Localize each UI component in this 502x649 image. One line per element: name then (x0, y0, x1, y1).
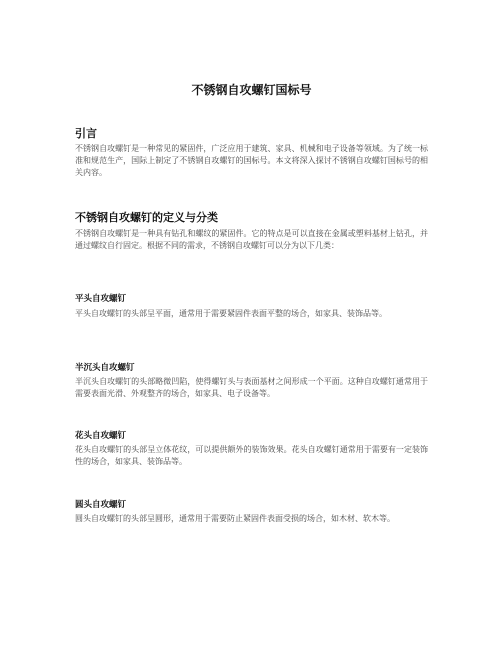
subsection-heading-round-head: 圆头自攻螺钉 (75, 500, 127, 510)
subsection-heading-flat-head: 平头自攻螺钉 (75, 294, 127, 304)
section-body-definition: 不锈钢自攻螺钉是一种具有钻孔和螺纹的紧固件。它的特点是可以直接在金属或塑料基材上钻孔，并通过螺纹自行固定。根据不同的需求，不锈钢自攻螺钉可以分为以下几类： (75, 229, 428, 250)
subsection-heading-flower-head: 花头自攻螺钉 (75, 431, 127, 441)
document-title: 不锈钢自攻螺钉国标号 (191, 83, 312, 97)
subsection-body-round-head: 圆头自攻螺钉的头部呈圆形，通常用于需要防止紧固件表面受损的场合，如木材、软木等。 (75, 514, 395, 523)
subsection-body-flat-head: 平头自攻螺钉的头部呈平面，通常用于需要紧固件表面平整的场合，如家具、装饰品等。 (75, 309, 387, 318)
section-heading-definition: 不锈钢自攻螺钉的定义与分类 (75, 211, 218, 224)
subsection-heading-semi-countersunk: 半沉头自攻螺钉 (75, 363, 135, 373)
subsection-body-semi-countersunk: 半沉头自攻螺钉的头部略微凹陷，使得螺钉头与表面基材之间形成一个平面。这种自攻螺钉通常用于需要表面光滑、外观整齐的场合，如家具、电子设备等。 (75, 377, 428, 398)
section-heading-introduction: 引言 (75, 127, 97, 140)
subsection-body-flower-head: 花头自攻螺钉的头部呈立体花纹，可以提供额外的装饰效果。花头自攻螺钉通常用于需要有一定装饰性的场合，如家具、装饰品等。 (75, 445, 428, 466)
section-body-introduction: 不锈钢自攻螺钉是一种常见的紧固件，广泛应用于建筑、家具、机械和电子设备等领域。为了统一标准和规范生产，国际上制定了不锈钢自攻螺钉的国标号。本文将深入探讨不锈钢自攻螺钉国标号的相关内容。 (75, 144, 428, 177)
